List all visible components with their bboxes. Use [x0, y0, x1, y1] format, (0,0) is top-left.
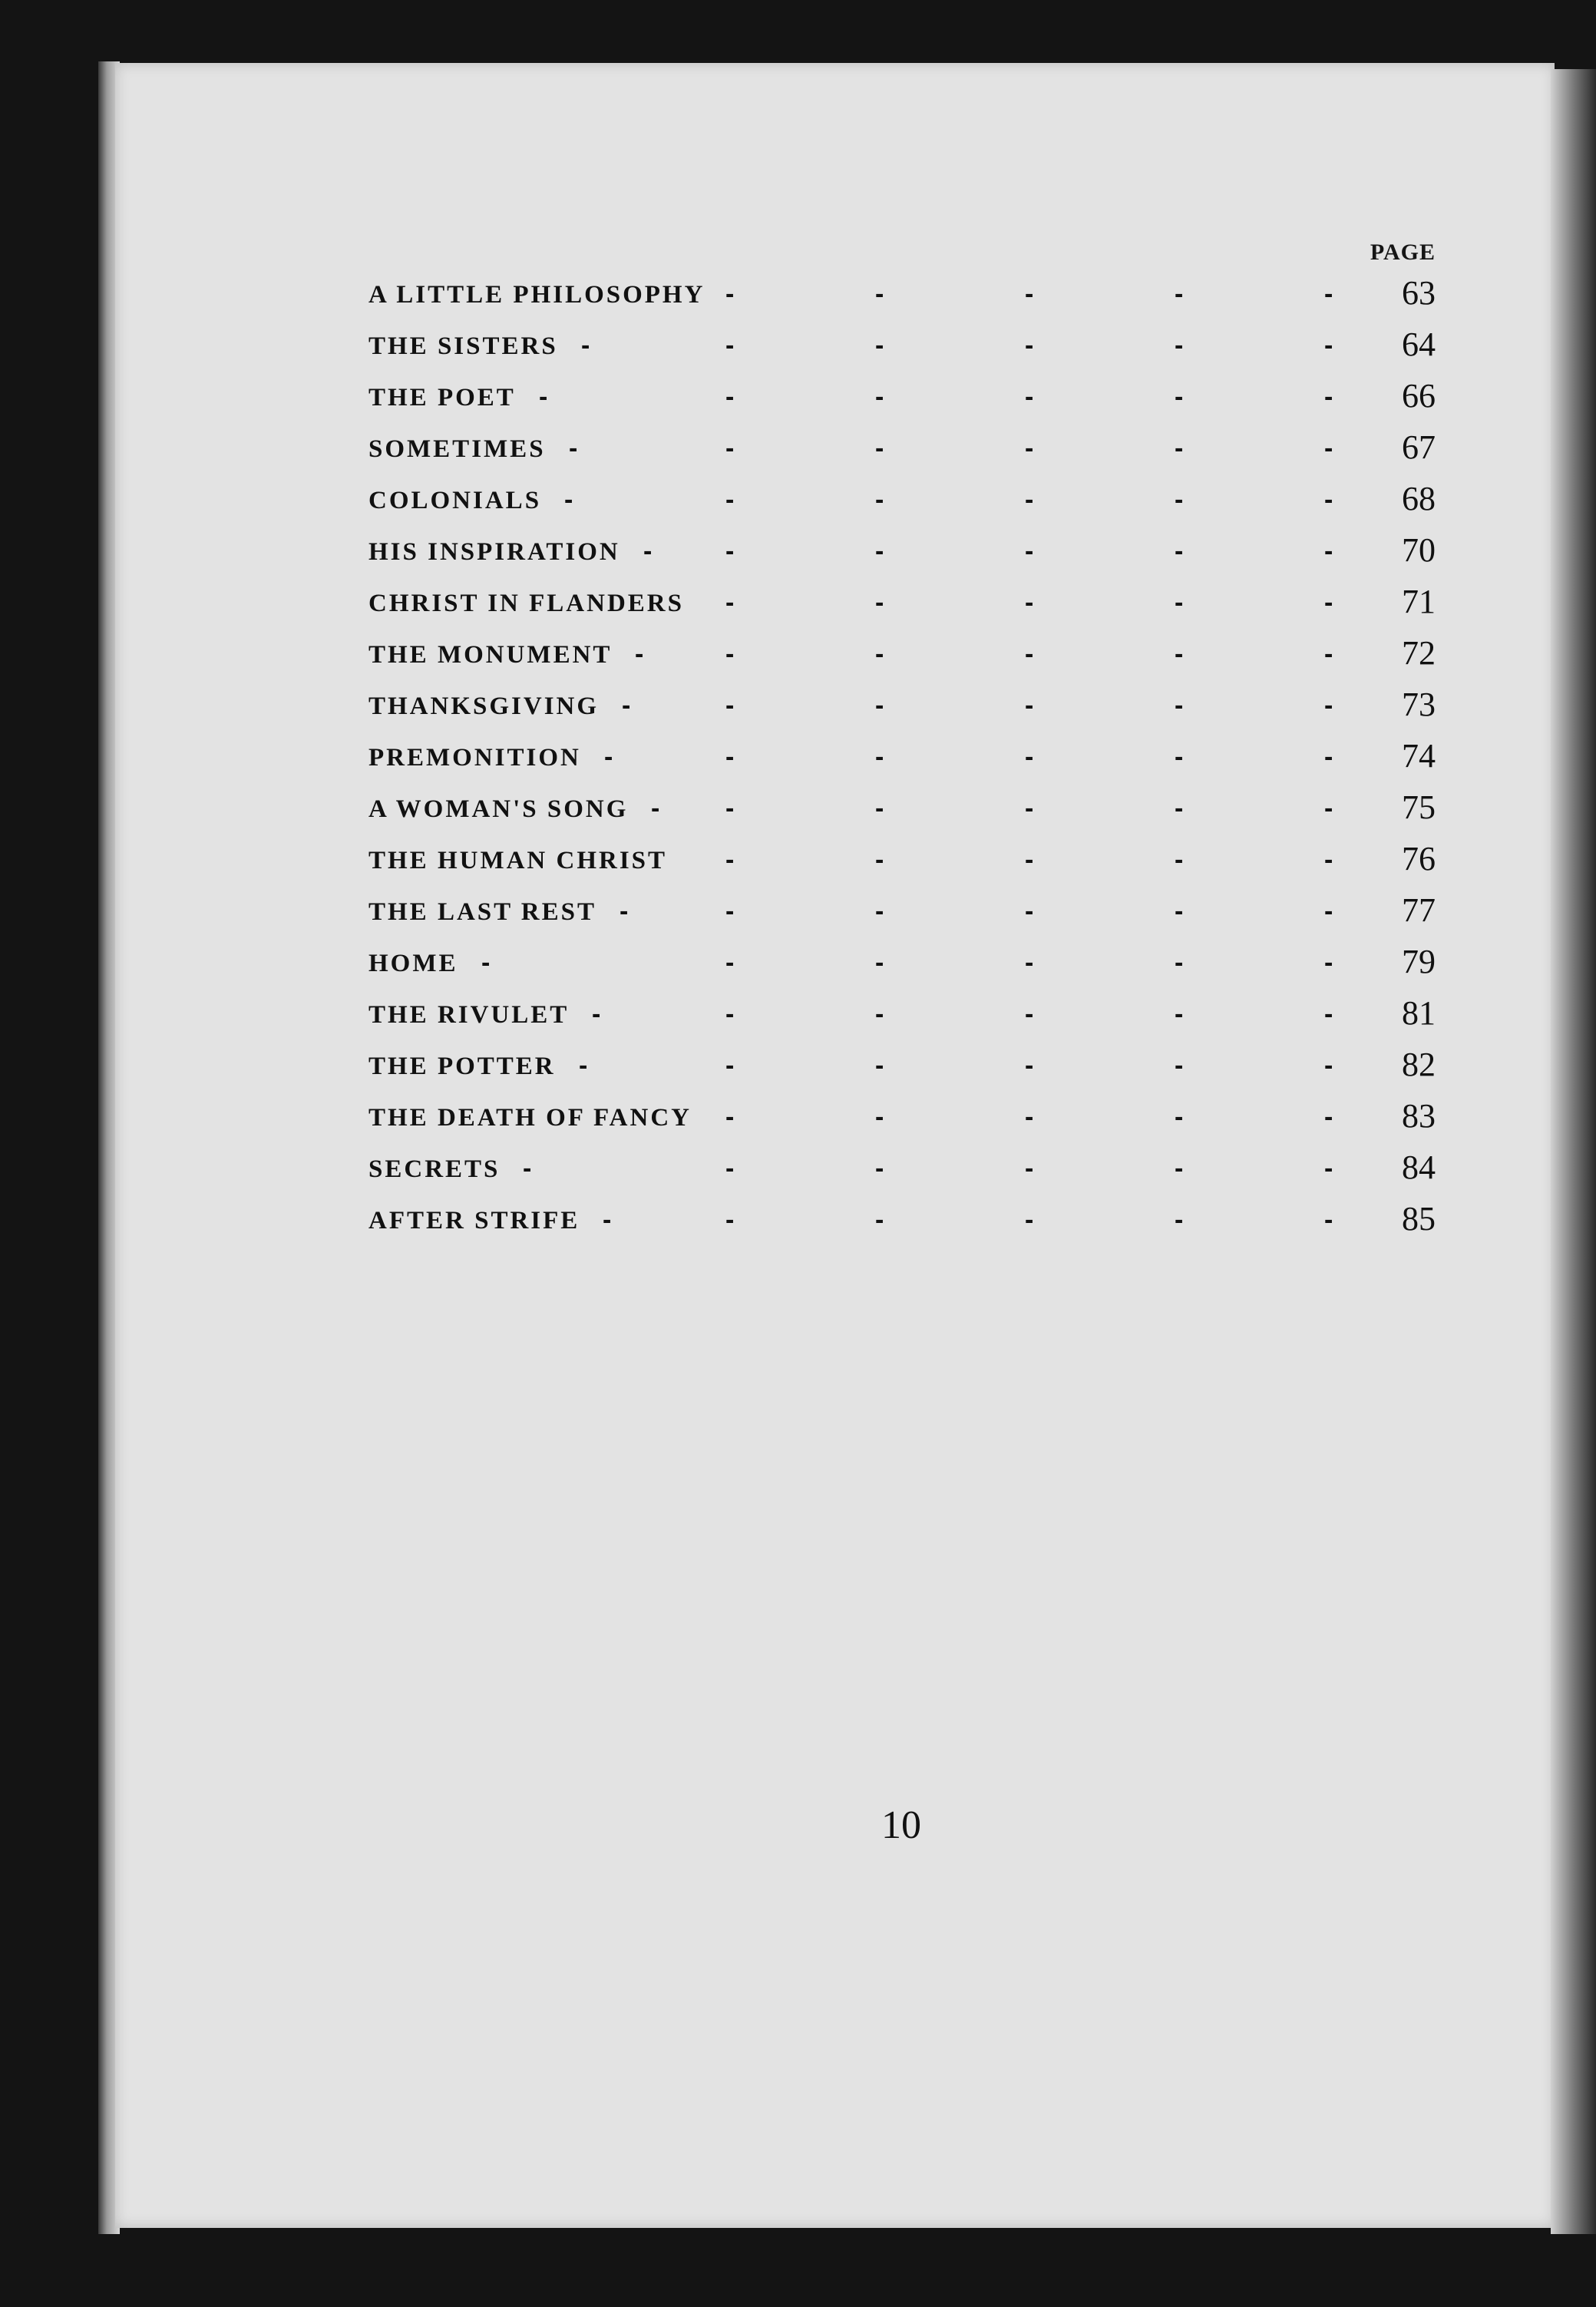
leader-dash: - [725, 742, 735, 772]
contents-entry [368, 373, 1443, 425]
leader-dash: - [1025, 691, 1034, 720]
contents-entry [368, 425, 1443, 476]
dot-leaders [368, 845, 1333, 876]
entry-title: THE MONUMENT [368, 641, 613, 669]
entry-title: THE SISTERS [368, 332, 558, 360]
leader-dash: - [1025, 537, 1034, 566]
entry-page-number: 83 [1402, 1097, 1436, 1135]
leader-dash: - [875, 1051, 884, 1080]
dot-leaders [368, 742, 1333, 773]
leader-dash: - [1025, 434, 1034, 463]
entry-page-number: 66 [1402, 377, 1436, 415]
leader-dash: - [604, 742, 613, 772]
entry-title: SOMETIMES [368, 435, 546, 463]
leader-dash: - [1324, 691, 1333, 720]
contents-entry [368, 733, 1443, 785]
entry-page-number: 85 [1402, 1200, 1436, 1238]
leader-dash: - [875, 537, 884, 566]
leader-dash: - [725, 948, 735, 977]
leader-dash: - [1175, 537, 1184, 566]
contents-entry [368, 1042, 1443, 1093]
leader-dash: - [875, 742, 884, 772]
leader-dash: - [725, 279, 735, 309]
leader-dash: - [725, 794, 735, 823]
leader-dash: - [725, 1205, 735, 1234]
entry-page-number: 71 [1402, 583, 1436, 620]
entry-title: THE POTTER [368, 1053, 556, 1080]
leader-dash: - [1175, 1051, 1184, 1080]
leader-dash: - [1025, 742, 1034, 772]
contents-entry [368, 579, 1443, 630]
leader-dash: - [1324, 1051, 1333, 1080]
entry-page-number: 63 [1402, 274, 1436, 312]
contents-entry [368, 785, 1443, 836]
leader-dash: - [875, 279, 884, 309]
leader-dash: - [725, 434, 735, 463]
leader-dash: - [1324, 1205, 1333, 1234]
leader-dash: - [1175, 588, 1184, 617]
leader-dash: - [875, 588, 884, 617]
leader-dash: - [1175, 485, 1184, 514]
entry-title: A WOMAN'S SONG [368, 795, 629, 823]
leader-dash: - [1175, 1154, 1184, 1183]
leader-dash: - [1175, 1000, 1184, 1029]
entry-page-number: 67 [1402, 428, 1436, 466]
page-column-header: PAGE [1370, 240, 1436, 265]
leader-dash: - [725, 588, 735, 617]
entry-title: CHRIST IN FLANDERS [368, 590, 684, 617]
leader-dash: - [875, 1102, 884, 1132]
leader-dash: - [581, 331, 590, 360]
contents-entry [368, 887, 1443, 939]
leader-dash: - [1175, 691, 1184, 720]
leader-dash: - [579, 1051, 588, 1080]
leader-dash: - [1175, 279, 1184, 309]
leader-dash: - [875, 845, 884, 874]
leader-dash: - [1025, 485, 1034, 514]
leader-dash: - [725, 537, 735, 566]
leader-dash: - [1025, 845, 1034, 874]
dot-leaders [368, 331, 1333, 362]
leader-dash: - [1175, 948, 1184, 977]
leader-dash: - [725, 1000, 735, 1029]
leader-dash: - [592, 1000, 601, 1029]
contents-entry [368, 476, 1443, 527]
entry-title: PREMONITION [368, 744, 581, 772]
dot-leaders [368, 640, 1333, 670]
leader-dash: - [1324, 1000, 1333, 1029]
leader-dash: - [1025, 1102, 1034, 1132]
entry-page-number: 74 [1402, 737, 1436, 775]
leader-dash: - [1324, 897, 1333, 926]
dot-leaders [368, 434, 1333, 464]
leader-dash: - [1025, 640, 1034, 669]
dot-leaders [368, 485, 1333, 516]
leader-dash: - [1324, 331, 1333, 360]
leader-dash: - [622, 691, 631, 720]
leader-dash: - [603, 1205, 612, 1234]
contents-entry [368, 990, 1443, 1042]
page-number: 10 [881, 1803, 921, 1847]
leader-dash: - [1025, 1154, 1034, 1183]
contents-entry [368, 836, 1443, 887]
leader-dash: - [1324, 742, 1333, 772]
dot-leaders [368, 382, 1333, 413]
leader-dash: - [875, 485, 884, 514]
leader-dash: - [725, 640, 735, 669]
leader-dash: - [1324, 537, 1333, 566]
leader-dash: - [569, 434, 578, 463]
leader-dash: - [725, 485, 735, 514]
leader-dash: - [1324, 382, 1333, 411]
entry-page-number: 84 [1402, 1149, 1436, 1186]
leader-dash: - [725, 1154, 735, 1183]
leader-dash: - [1175, 742, 1184, 772]
entry-page-number: 82 [1402, 1046, 1436, 1083]
leader-dash: - [481, 948, 491, 977]
entry-page-number: 73 [1402, 686, 1436, 723]
leader-dash: - [875, 691, 884, 720]
leader-dash: - [1175, 640, 1184, 669]
entry-page-number: 76 [1402, 840, 1436, 878]
entry-title: THE POET [368, 384, 516, 411]
dot-leaders [368, 588, 1333, 619]
leader-dash: - [875, 794, 884, 823]
leader-dash: - [1324, 485, 1333, 514]
leader-dash: - [620, 897, 629, 926]
entry-title: SECRETS [368, 1155, 501, 1183]
leader-dash: - [1025, 1000, 1034, 1029]
dot-leaders [368, 1205, 1333, 1236]
leader-dash: - [875, 382, 884, 411]
leader-dash: - [1175, 794, 1184, 823]
entry-title: A LITTLE PHILOSOPHY [368, 281, 705, 309]
leader-dash: - [1025, 1205, 1034, 1234]
leader-dash: - [539, 382, 548, 411]
leader-dash: - [1175, 1205, 1184, 1234]
leader-dash: - [1025, 279, 1034, 309]
contents-entry [368, 527, 1443, 579]
dot-leaders [368, 897, 1333, 927]
entry-title: THANKSGIVING [368, 692, 600, 720]
leader-dash: - [725, 691, 735, 720]
leader-dash: - [1175, 331, 1184, 360]
leader-dash: - [875, 1000, 884, 1029]
dot-leaders [368, 1102, 1333, 1133]
leader-dash: - [523, 1154, 532, 1183]
dot-leaders [368, 948, 1333, 979]
contents-entry [368, 1196, 1443, 1248]
contents-entry [368, 939, 1443, 990]
leader-dash: - [725, 1102, 735, 1132]
leader-dash: - [1324, 794, 1333, 823]
dot-leaders [368, 1051, 1333, 1082]
leader-dash: - [1175, 434, 1184, 463]
leader-dash: - [725, 845, 735, 874]
leader-dash: - [1025, 1051, 1034, 1080]
leader-dash: - [1324, 845, 1333, 874]
contents-entry [368, 1093, 1443, 1145]
entry-page-number: 77 [1402, 891, 1436, 929]
page-edge [1551, 69, 1596, 2234]
leader-dash: - [725, 382, 735, 411]
dot-leaders [368, 279, 1333, 310]
leader-dash: - [564, 485, 573, 514]
contents-entry [368, 630, 1443, 682]
entry-page-number: 81 [1402, 994, 1436, 1032]
entry-title: THE RIVULET [368, 1001, 570, 1029]
dot-leaders [368, 1154, 1333, 1185]
leader-dash: - [875, 1205, 884, 1234]
entry-page-number: 70 [1402, 531, 1436, 569]
dot-leaders [368, 794, 1333, 825]
leader-dash: - [1324, 1102, 1333, 1132]
contents-entry [368, 682, 1443, 733]
entry-title: THE DEATH OF FANCY [368, 1104, 692, 1132]
leader-dash: - [1025, 588, 1034, 617]
leader-dash: - [651, 794, 660, 823]
leader-dash: - [875, 948, 884, 977]
leader-dash: - [725, 331, 735, 360]
leader-dash: - [1175, 1102, 1184, 1132]
leader-dash: - [1175, 897, 1184, 926]
leader-dash: - [1025, 382, 1034, 411]
leader-dash: - [1324, 1154, 1333, 1183]
entry-page-number: 72 [1402, 634, 1436, 672]
contents-entry [368, 270, 1443, 322]
leader-dash: - [1324, 640, 1333, 669]
leader-dash: - [1175, 382, 1184, 411]
contents-entry [368, 322, 1443, 373]
contents-entry [368, 1145, 1443, 1196]
entry-title: AFTER STRIFE [368, 1207, 580, 1234]
dot-leaders [368, 537, 1333, 567]
entry-page-number: 79 [1402, 943, 1436, 980]
leader-dash: - [875, 331, 884, 360]
entry-title: COLONIALS [368, 487, 542, 514]
leader-dash: - [1324, 279, 1333, 309]
entry-title: THE LAST REST [368, 898, 597, 926]
entry-title: THE HUMAN CHRIST [368, 847, 668, 874]
leader-dash: - [1025, 948, 1034, 977]
contents-list [368, 270, 1443, 1248]
leader-dash: - [875, 640, 884, 669]
leader-dash: - [643, 537, 653, 566]
leader-dash: - [1324, 948, 1333, 977]
dot-leaders [368, 1000, 1333, 1030]
leader-dash: - [875, 897, 884, 926]
leader-dash: - [1025, 331, 1034, 360]
entry-page-number: 68 [1402, 480, 1436, 517]
leader-dash: - [1025, 794, 1034, 823]
dot-leaders [368, 691, 1333, 722]
entry-page-number: 75 [1402, 788, 1436, 826]
leader-dash: - [725, 897, 735, 926]
leader-dash: - [875, 434, 884, 463]
leader-dash: - [725, 1051, 735, 1080]
leader-dash: - [635, 640, 644, 669]
entry-page-number: 64 [1402, 326, 1436, 363]
leader-dash: - [1175, 845, 1184, 874]
entry-title: HOME [368, 950, 458, 977]
leader-dash: - [875, 1154, 884, 1183]
leader-dash: - [1324, 588, 1333, 617]
leader-dash: - [1324, 434, 1333, 463]
entry-title: HIS INSPIRATION [368, 538, 620, 566]
leader-dash: - [1025, 897, 1034, 926]
